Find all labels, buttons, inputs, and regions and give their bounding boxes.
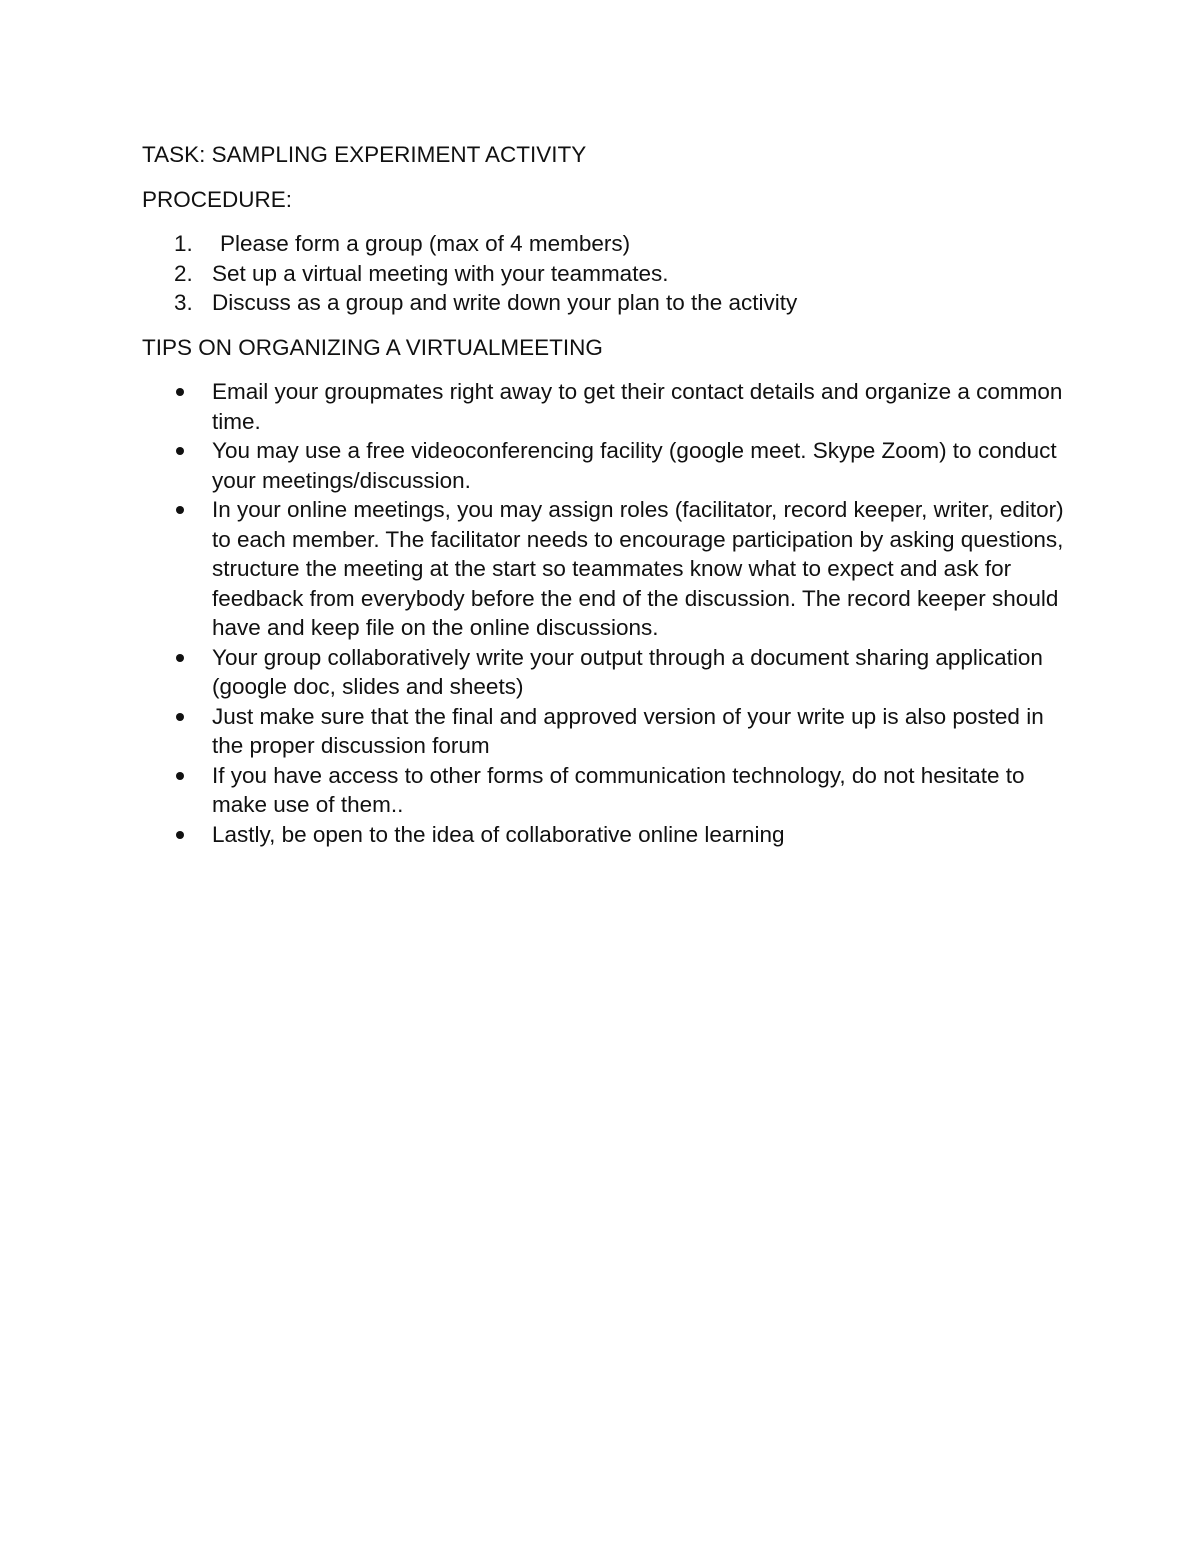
bullet-icon	[176, 772, 184, 780]
tip-text: Lastly, be open to the idea of collaborative online learning	[212, 821, 785, 847]
tip-item	[142, 495, 1072, 643]
bullet-icon	[176, 388, 184, 396]
tip-item	[142, 761, 1072, 820]
procedure-heading: PROCEDURE:	[142, 186, 293, 212]
procedure-list	[142, 229, 1072, 318]
tip-text: Email your groupmates right away to get their contact details and organize a common time.	[212, 379, 1063, 434]
tip-item	[142, 702, 1072, 761]
step-text: Set up a virtual meeting with your teammates.	[212, 260, 669, 286]
tip-text: Your group collaboratively write your output through a document sharing application (google doc, slides and sheets)	[212, 644, 1043, 699]
procedure-step	[142, 259, 1072, 289]
tip-item	[142, 436, 1072, 495]
step-number: 3.	[174, 290, 193, 315]
tip-text: Just make sure that the final and approved version of your write up is also posted in the proper discussion forum	[212, 703, 1044, 758]
task-title: TASK: SAMPLING EXPERIMENT ACTIVITY	[142, 142, 587, 167]
bullet-icon	[176, 506, 184, 514]
bullet-icon	[176, 713, 184, 721]
tips-list	[142, 377, 1072, 849]
procedure-step	[142, 229, 1072, 259]
tip-item	[142, 820, 1072, 850]
procedure-step	[142, 288, 1072, 318]
bullet-icon	[176, 831, 184, 839]
tips-heading: TIPS ON ORGANIZING A VIRTUALMEETING	[142, 334, 603, 360]
tip-text: If you have access to other forms of communication technology, do not hesitate to make use of them..	[212, 762, 1025, 817]
bullet-icon	[176, 447, 184, 455]
tip-item	[142, 643, 1072, 702]
document-body	[142, 140, 1072, 849]
tip-text: You may use a free videoconferencing facility (google meet. Skype Zoom) to conduct your meetings/discussion.	[212, 438, 1057, 493]
tip-text: In your online meetings, you may assign roles (facilitator, record keeper, writer, editor) to each member. The facilitator needs to encourage participation by asking questions, structure the meeting at the start so teammates know what to expect and ask for feedback from everybody before the end of the discussion. The record keeper should have and keep file on the online discussions.	[212, 497, 1064, 640]
step-text: Discuss as a group and write down your plan to the activity	[212, 290, 798, 315]
step-text: Please form a group (max of 4 members)	[220, 231, 631, 256]
step-number: 2.	[174, 260, 193, 286]
step-number: 1.	[174, 231, 193, 256]
tip-item	[142, 377, 1072, 436]
bullet-icon	[176, 654, 184, 662]
